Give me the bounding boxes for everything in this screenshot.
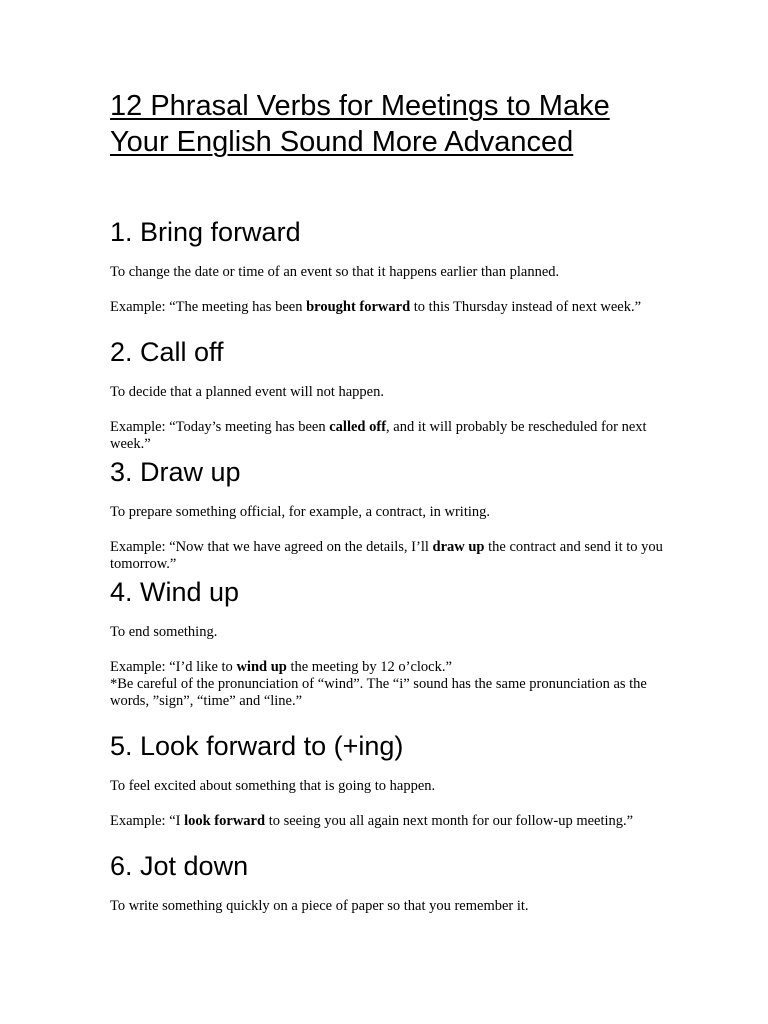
definition-text: To write something quickly on a piece of paper so that you remember it. <box>110 898 529 914</box>
example-text <box>110 401 670 453</box>
example-text <box>110 641 670 676</box>
example-suffix: to this Thursday instead of next week.” <box>410 299 642 315</box>
section-jot-down <box>110 850 670 915</box>
example-prefix: Example: “Now that we have agreed on the details, I’ll <box>110 539 433 555</box>
example-prefix: Example: “I’d like to <box>110 659 237 675</box>
section-draw-up <box>110 456 670 573</box>
section-heading: 5. Look forward to (+ing) <box>110 731 404 761</box>
example-suffix: to seeing you all again next month for our follow-up meeting.” <box>265 813 634 829</box>
definition-text: To decide that a planned event will not happen. <box>110 384 384 400</box>
example-text <box>110 521 670 573</box>
example-prefix: Example: “I <box>110 813 185 829</box>
example-prefix: Example: “The meeting has been <box>110 299 307 315</box>
example-text <box>110 281 670 316</box>
section-look-forward-to <box>110 730 670 830</box>
definition-text: To end something. <box>110 624 218 640</box>
section-heading: 4. Wind up <box>110 577 240 607</box>
section-wind-up <box>110 576 670 710</box>
definition-text: To prepare something official, for example, a contract, in writing. <box>110 504 491 520</box>
example-suffix: the contract and send it to you tomorrow.” <box>110 539 663 572</box>
section-call-off <box>110 336 670 453</box>
example-phrase: brought forward <box>306 299 411 315</box>
definition-text: To change the date or time of an event so that it happens earlier than planned. <box>110 264 560 280</box>
definition-text: To feel excited about something that is going to happen. <box>110 778 436 794</box>
pronunciation-note: *Be careful of the pronunciation of “wind”. The “i” sound has the same pronunciation as the words, ”sign”, “time” and “line.” <box>110 676 647 709</box>
section-heading: 6. Jot down <box>110 851 249 881</box>
example-phrase: called off <box>329 419 387 435</box>
example-suffix: , and it will probably be rescheduled for next week.” <box>110 419 647 452</box>
example-suffix: the meeting by 12 o’clock.” <box>286 659 452 675</box>
section-heading: 1. Bring forward <box>110 217 301 247</box>
example-prefix: Example: “Today’s meeting has been <box>110 419 330 435</box>
section-bring-forward <box>110 216 670 316</box>
section-heading: 2. Call off <box>110 337 224 367</box>
example-phrase: wind up <box>236 659 287 675</box>
example-phrase: draw up <box>432 539 485 555</box>
example-phrase: look forward <box>184 813 266 829</box>
example-text <box>110 795 670 830</box>
section-heading: 3. Draw up <box>110 457 241 487</box>
document-title: 12 Phrasal Verbs for Meetings to Make Your English Sound More Advanced <box>110 90 610 158</box>
